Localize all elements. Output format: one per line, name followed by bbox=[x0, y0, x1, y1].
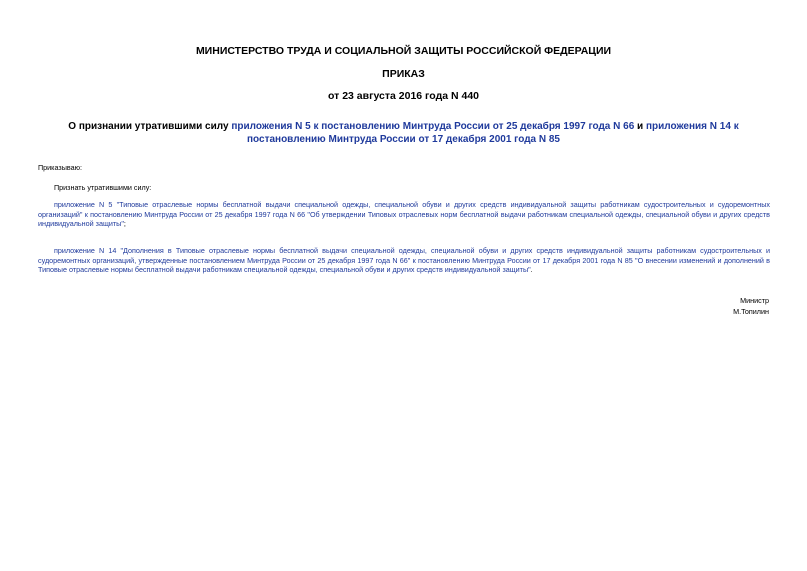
document-type: ПРИКАЗ bbox=[382, 68, 425, 80]
title-link-annex-14[interactable]: приложения N 14 к постановлению Минтруда России от 17 декабря 2001 года N 85 bbox=[247, 121, 739, 145]
ministry-name: МИНИСТЕРСТВО ТРУДА И СОЦИАЛЬНОЙ ЗАЩИТЫ РОССИЙСКОЙ ФЕДЕРАЦИИ bbox=[195, 45, 612, 57]
order-word: Приказываю: bbox=[38, 163, 82, 172]
annex-5-link[interactable]: приложение N 5 "Типовые отраслевые нормы бесплатной выдачи специальной одежды, специальной обуви и других средств индивидуальной защиты работникам судостроительных и судоремонтных организаций" к постановлению Минтруда России от 25 декабря 1997 года N 66 "Об утверждении Типовых отраслевых норм бесплатной выдачи работникам специальной одежды, специальной обуви и других средств индивидуальной защиты" bbox=[38, 200, 770, 229]
title-link-annex-5[interactable]: приложения N 5 к постановлению Минтруда России от 25 декабря 1997 года N 66 bbox=[231, 121, 635, 132]
document-title bbox=[40, 120, 767, 146]
annex-14-tail: . bbox=[530, 265, 533, 275]
list-item-annex-5 bbox=[38, 200, 770, 229]
annex-14-link[interactable]: приложение N 14 "Дополнения в Типовые отраслевые нормы бесплатной выдачи специальной одежды, специальной обуви и других средств индивидуальной защиты работникам судостроительных и судоремонтных организаций, утвержденные постановлением Минтруда России от 25 декабря 1997 года N 66" к постановлению Минтруда России от 17 декабря 2001 года N 85 "О внесении изменений и дополнений в Типовые отраслевые нормы бесплатной выдачи работникам специальной одежды, специальной обуви и других средств индивидуальной защиты" bbox=[38, 246, 770, 275]
annex-5-tail: ; bbox=[123, 219, 126, 229]
signature-position: Министр bbox=[740, 296, 769, 305]
document-date: от 23 августа 2016 года N 440 bbox=[327, 90, 480, 102]
list-item-annex-14 bbox=[38, 246, 770, 275]
title-middle: и bbox=[634, 121, 646, 132]
title-prefix: О признании утратившими силу bbox=[68, 121, 232, 132]
recognize-statement: Признать утратившими силу: bbox=[54, 183, 152, 192]
signature-name: М.Топилин bbox=[733, 307, 769, 316]
